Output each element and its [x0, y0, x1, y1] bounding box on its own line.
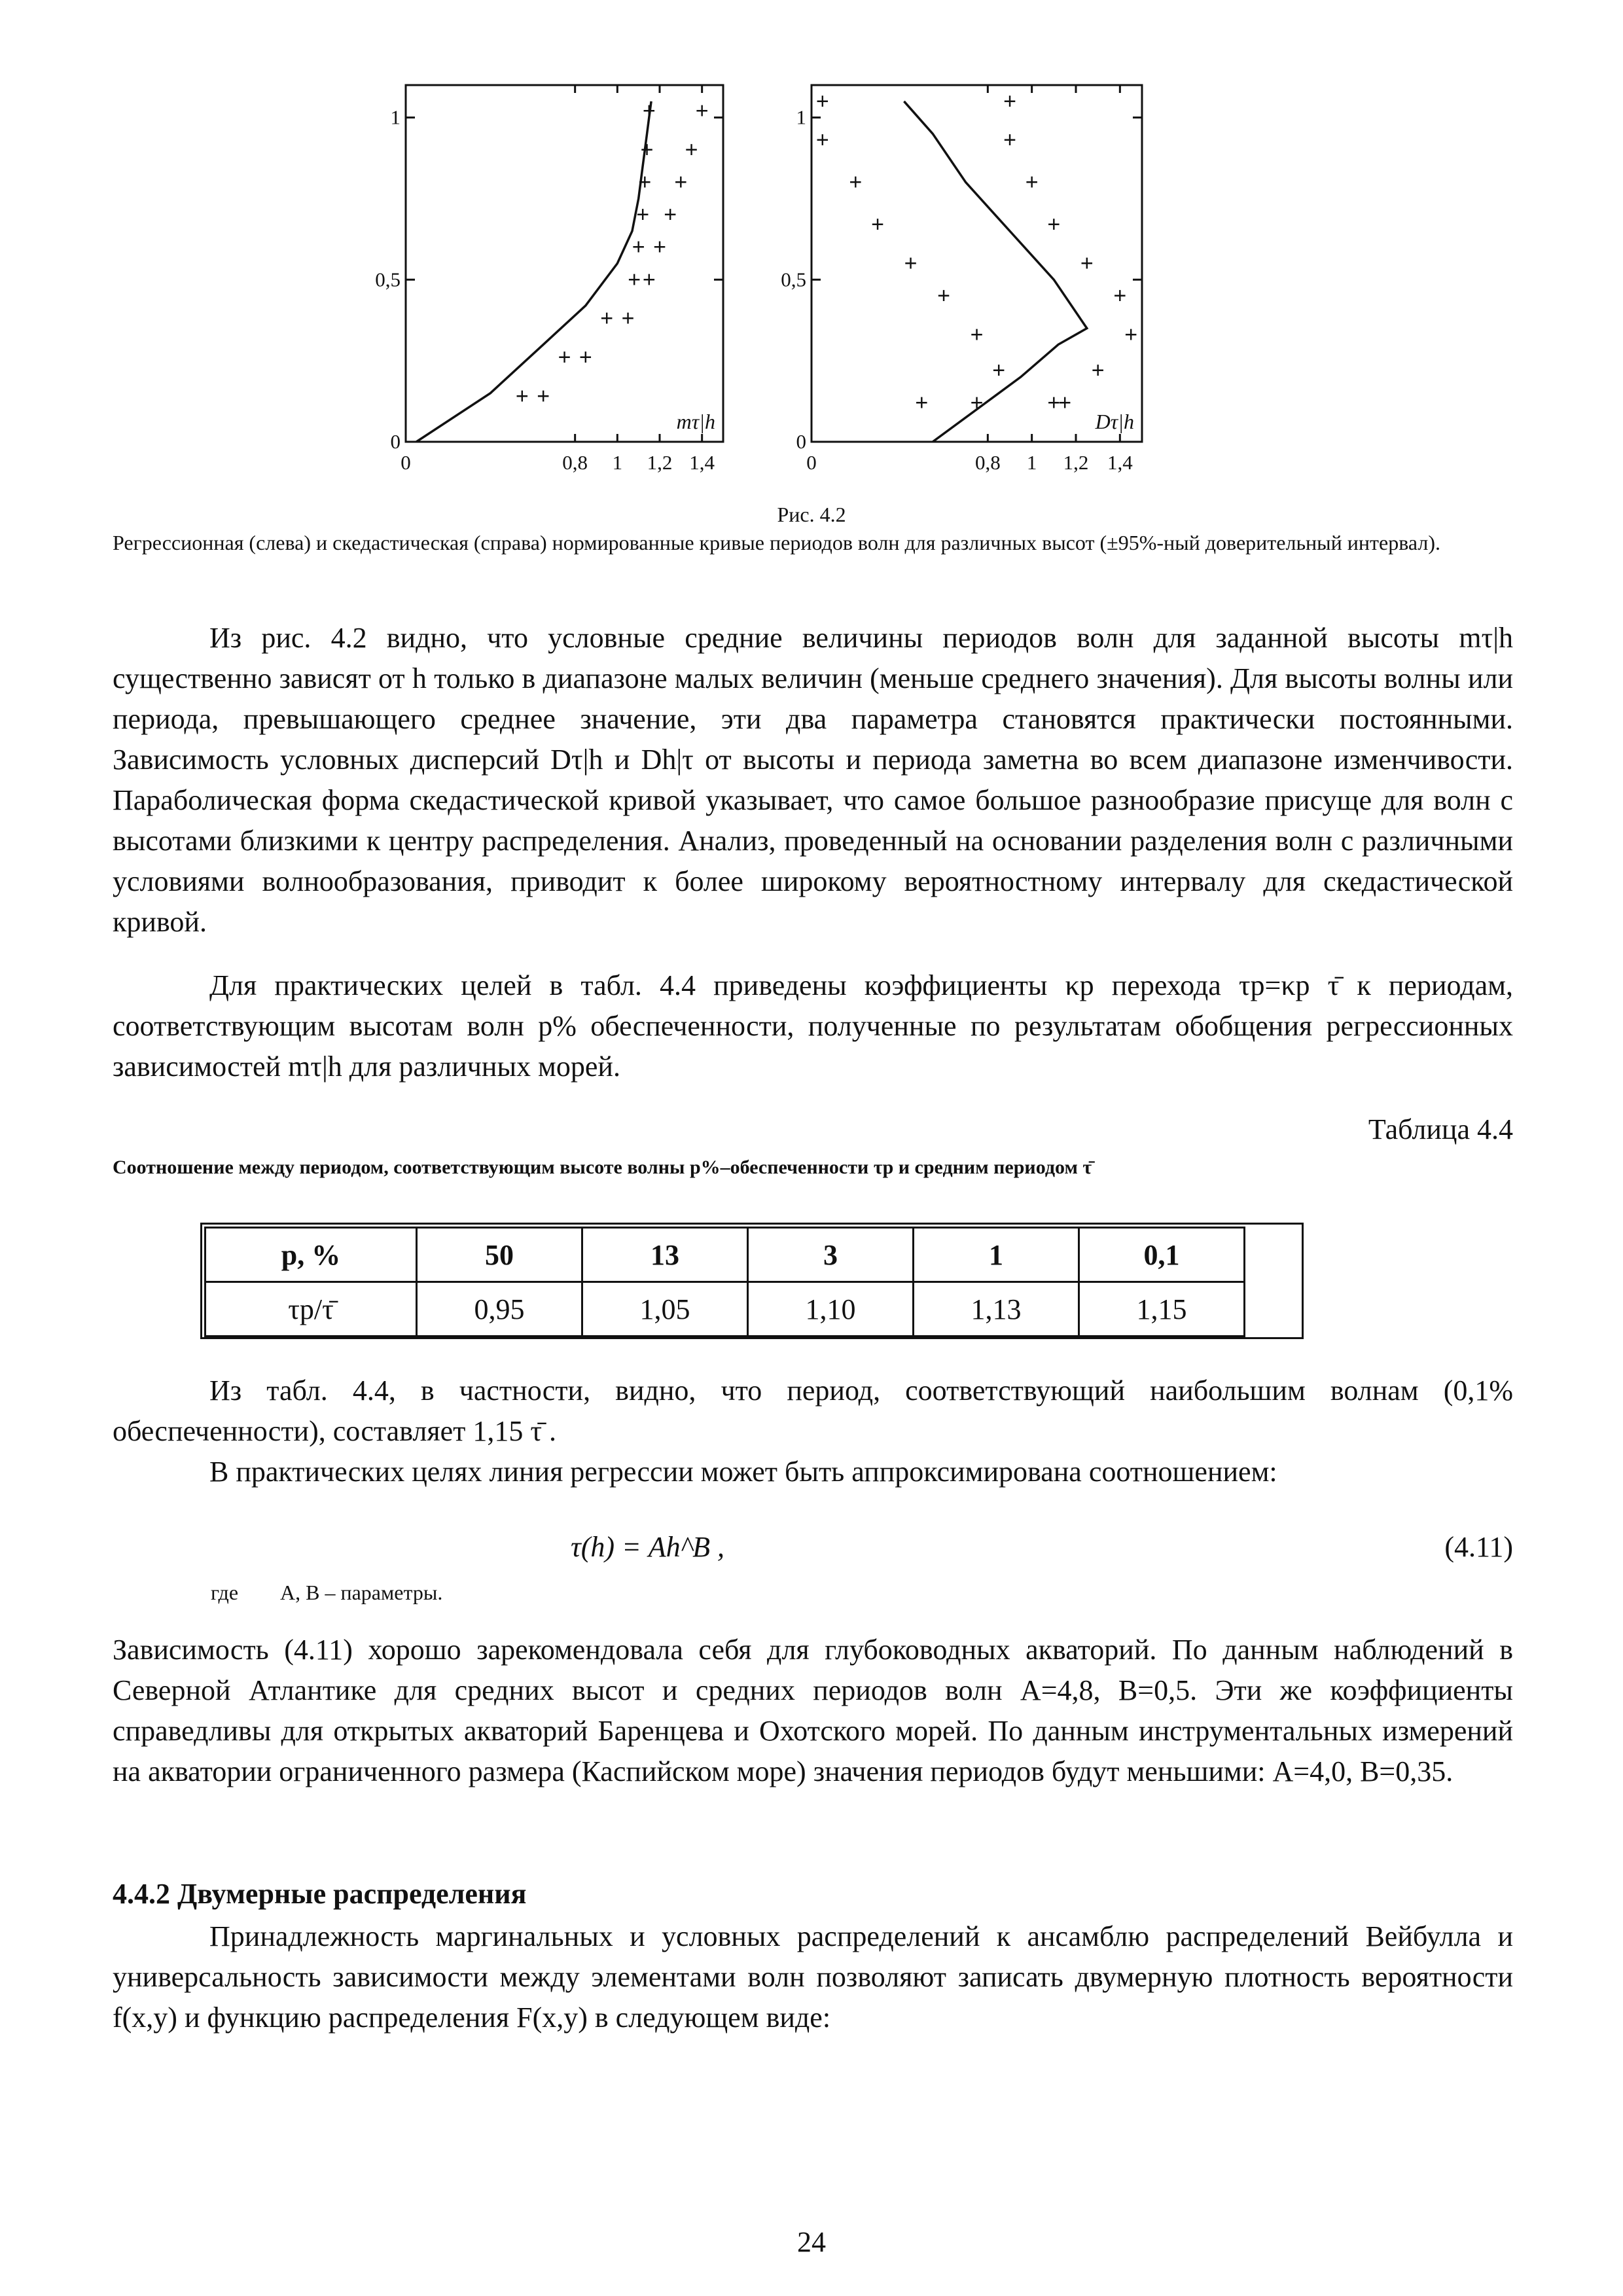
right-confidence-marker: + — [1003, 128, 1016, 153]
left-confidence-marker: + — [685, 137, 698, 163]
right-confidence-marker: + — [937, 283, 950, 309]
left-x-tick-label: 1,2 — [647, 451, 673, 474]
table-cell: 3 — [748, 1228, 914, 1282]
table-row — [205, 1282, 1245, 1336]
right-confidence-marker: + — [1003, 88, 1016, 114]
table-cell: 13 — [582, 1228, 748, 1282]
right-confidence-marker: + — [904, 251, 918, 276]
right-confidence-marker: + — [1047, 390, 1061, 416]
left-confidence-marker: + — [642, 267, 656, 293]
right-x-tick-label: 1 — [1026, 451, 1037, 474]
left-confidence-marker: + — [621, 306, 635, 331]
page-number: 24 — [797, 2226, 826, 2258]
right-x-tick-label: 1,4 — [1107, 451, 1133, 474]
right-confidence-marker: + — [815, 128, 829, 153]
right-x-tick-label: 1,2 — [1063, 451, 1089, 474]
left-panel-label: mτ|h — [676, 410, 715, 433]
left-confidence-marker: + — [695, 98, 709, 124]
paragraph-2-text: Для практических целей в табл. 4.4 приведены коэффициенты κp перехода τp=κp τ̄ к периодам, соответствующим высотам волн p% обеспеченности, полученные по результатам обобщения регрессионных зависимостей mτ|h для различных морей. — [113, 969, 1513, 1083]
right-y-tick-label: 0,5 — [781, 268, 806, 291]
table-cell: 1 — [914, 1228, 1079, 1282]
where-note: где A, B – параметры. — [211, 1581, 443, 1604]
right-confidence-marker: + — [915, 390, 929, 416]
paragraph-4-text: В практических целях линия регрессии может быть аппроксимирована соотношением: — [209, 1456, 1277, 1488]
left-confidence-marker: + — [674, 170, 688, 195]
paragraph-2 — [113, 965, 1513, 1087]
paragraph-5 — [113, 1630, 1513, 1792]
left-confidence-marker: + — [640, 137, 654, 163]
right-confidence-marker: + — [815, 88, 829, 114]
left-confidence-marker: + — [642, 98, 656, 124]
table-cell: 1,10 — [748, 1282, 914, 1336]
left-confidence-marker: + — [636, 202, 650, 228]
table-caption: Соотношение между периодом, соответствующим высоте волны p%–обеспеченности τp и средним периодом τ̄ — [113, 1157, 1092, 1178]
right-confidence-marker: + — [992, 358, 1006, 383]
table-cell: 1,15 — [1079, 1282, 1245, 1336]
left-confidence-marker: + — [632, 234, 645, 260]
paragraph-6 — [113, 1916, 1513, 2038]
paragraph-3-text: Из табл. 4.4, в частности, видно, что период, соответствующий наибольшим волнам (0,1% обеспеченности), составляет 1,15 τ̄ . — [113, 1374, 1513, 1447]
table-cell: 1,13 — [914, 1282, 1079, 1336]
right-y-tick-label: 1 — [796, 105, 806, 129]
left-confidence-marker: + — [515, 384, 529, 409]
right-confidence-marker: + — [1025, 170, 1039, 195]
paragraph-1-text: Из рис. 4.2 видно, что условные средние величины периодов волн для заданной высоты mτ|h существенно зависят от h только в диапазоне малых величин (меньше среднего значения). Для высоты волны или периода, превышающего среднее значение, эти два параметра становятся практически постоянными. Зависимость условных дисперсий Dτ|h и Dh|τ от высоты и периода заметна во всем диапазоне изменчивости. Параболическая форма скедастической кривой указывает, что самое большое разнообразие присуще для волн с высотами близкими к центру распределения. Анализ, проведенный на основании разделения волн с различными условиями волнообразования, приводит к более широкому вероятностному интервалу для скедастической кривой. — [113, 622, 1513, 938]
left-x-tick-label: 0 — [401, 451, 411, 474]
right-panel-label: Dτ|h — [1095, 410, 1134, 433]
left-confidence-marker: + — [638, 170, 652, 195]
paragraph-5-text: Зависимость (4.11) хорошо зарекомендовала себя для глубоководных акваторий. По данным наблюдений в Северной Атлантике для средних высот и средних периодов волн A=4,8, B=0,5. Эти же коэффициенты справедливы для открытых акваторий Баренцева и Охотского морей. По данным инструментальных измерений на акватории ограниченного размера (Каспийском море) значения периодов будут меньшими: A=4,0, B=0,35. — [113, 1634, 1513, 1787]
right-confidence-marker: + — [1091, 358, 1105, 383]
paragraph-3 — [113, 1371, 1513, 1452]
left-x-tick-label: 0,8 — [562, 451, 588, 474]
figure-svg — [340, 65, 1158, 484]
left-y-tick-label: 1 — [390, 105, 401, 129]
right-confidence-marker: + — [1058, 390, 1072, 416]
right-x-tick-label: 0 — [806, 451, 817, 474]
table-header-row — [205, 1228, 1245, 1282]
right-confidence-marker: + — [1113, 283, 1127, 309]
right-confidence-marker: + — [970, 322, 984, 348]
right-confidence-marker: + — [1124, 322, 1138, 348]
table-cell: τp/τ̄ — [205, 1282, 417, 1336]
left-confidence-marker: + — [600, 306, 614, 331]
left-panel-frame — [406, 85, 723, 442]
left-confidence-marker: + — [558, 345, 571, 370]
figure-title: Рис. 4.2 — [777, 503, 846, 526]
left-confidence-marker: + — [628, 267, 641, 293]
left-x-tick-label: 1,4 — [689, 451, 715, 474]
table-cell: 0,95 — [417, 1282, 582, 1336]
equation-number: (4.11) — [1444, 1531, 1513, 1563]
equation-4-11: τ(h) = Ah^B , — [571, 1531, 725, 1563]
left-confidence-marker: + — [537, 384, 550, 409]
left-y-tick-label: 0 — [390, 430, 401, 453]
paragraph-4 — [113, 1452, 1513, 1492]
left-confidence-marker: + — [653, 234, 666, 260]
right-confidence-marker: + — [849, 170, 863, 195]
left-confidence-marker: + — [664, 202, 677, 228]
paragraph-1 — [113, 618, 1513, 942]
paragraph-6-text: Принадлежность маргинальных и условных распределений к ансамблю распределений Вейбулла и универсальность зависимости между элементами волн позволяют записать двумерную плотность вероятности f(x,y) и функцию распределения F(x,y) в следующем виде: — [113, 1920, 1513, 2034]
table-4-4 — [204, 1227, 1245, 1337]
section-heading: 4.4.2 Двумерные распределения — [113, 1878, 527, 1910]
right-confidence-marker: + — [871, 212, 884, 238]
table-cell: 50 — [417, 1228, 582, 1282]
table-cell: 1,05 — [582, 1282, 748, 1336]
table-cell: 0,1 — [1079, 1228, 1245, 1282]
figure-caption: Регрессионная (слева) и скедастическая (справа) нормированные кривые периодов волн для различных высот (±95%-ный доверительный интервал). — [113, 531, 1441, 554]
right-confidence-marker: + — [1080, 251, 1094, 276]
right-y-tick-label: 0 — [796, 430, 806, 453]
right-confidence-marker: + — [970, 390, 984, 416]
left-curve — [416, 101, 651, 442]
left-y-tick-label: 0,5 — [375, 268, 401, 291]
table-cell: p, % — [205, 1228, 417, 1282]
left-confidence-marker: + — [579, 345, 592, 370]
right-confidence-marker: + — [1047, 212, 1061, 238]
figure-4-2 — [340, 65, 1158, 484]
left-x-tick-label: 1 — [612, 451, 623, 474]
table-number: Таблица 4.4 — [1368, 1113, 1513, 1145]
right-x-tick-label: 0,8 — [974, 451, 1001, 474]
